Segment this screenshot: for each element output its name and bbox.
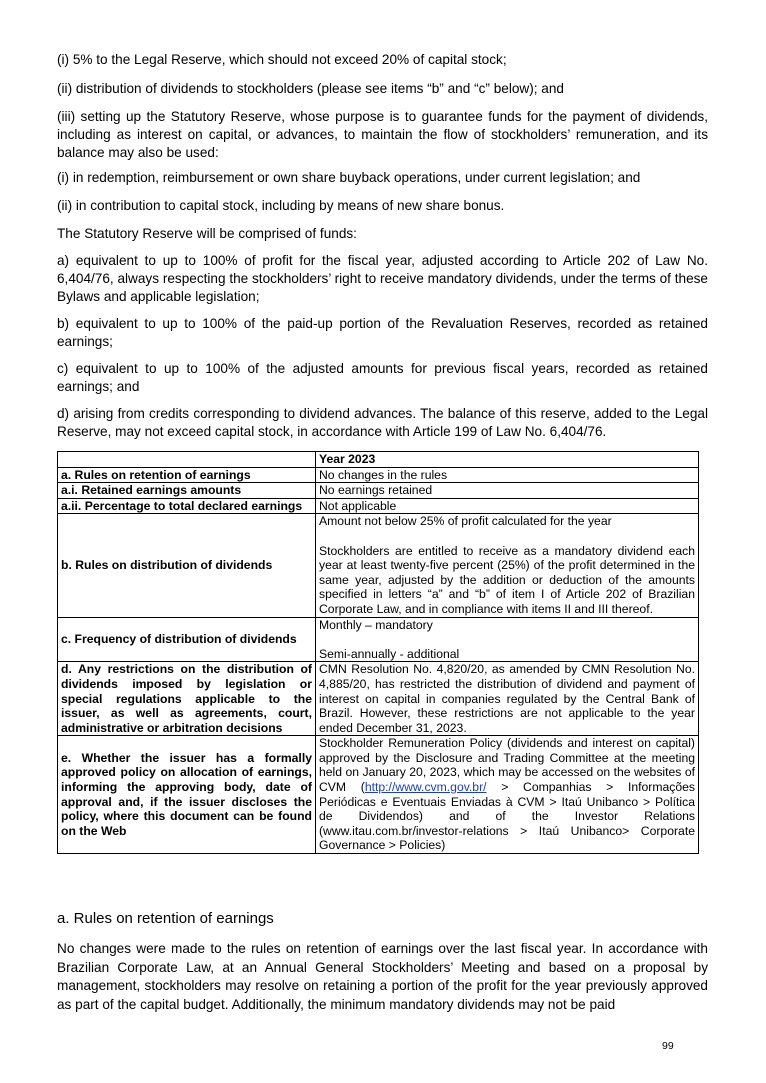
row-label: c. Frequency of distribution of dividends (58, 617, 316, 662)
row-value: No changes in the rules (316, 467, 699, 483)
dividend-rule-text: Stockholders are entitled to receive as a mandatory dividend each year at least twenty-five percent (25%) of the profit determined in the same year, adjusted by the addition or deduction of the amounts specified in letters “a” and “b” of item I of Article 202 of Brazilian Corporate Law, and in compliance with items II and III thereof. (319, 543, 695, 616)
row-value (316, 617, 699, 662)
row-label: d. Any restrictions on the distribution of dividends imposed by legislation or special regulations applicable to the issuer, as well as agreements, court, administrative or arbitration decisions (58, 662, 316, 736)
paragraph-item-d: d) arising from credits corresponding to dividend advances. The balance of this reserve, added to the Legal Reserve, may not exceed capital stock, in accordance with Article 199 of Law No. 6,404/76. (57, 406, 708, 439)
policy-text-start: Stockholder Remuneration Policy (dividends and interest on capital) approved by the Disclosure and Trading Committee at the meeting held on January 20, 2023, which may be accessed on the websites of CVM ( (319, 736, 695, 795)
row-value: CMN Resolution No. 4,820/20, as amended by CMN Resolution No. 4,885/20, has restricted the distribution of dividend and payment of interest on capital in companies regulated by the Central Bank of Brazil. However, these restrictions are not applicable to the year ended December 31, 2023. (316, 662, 699, 736)
table-row (58, 467, 699, 483)
row-value: No earnings retained (316, 483, 699, 499)
paragraph-item-b: b) equivalent to up to 100% of the paid-up portion of the Revaluation Reserves, recorded as retained earnings; (57, 316, 708, 349)
frequency-semiannual-text: Semi-annually - additional (319, 646, 460, 661)
row-label: a.i. Retained earnings amounts (58, 483, 316, 499)
section-heading: a. Rules on retention of earnings (57, 910, 274, 927)
table-row (58, 662, 699, 736)
policy-text-end: > Companhias > Informações Periódicas e Eventuais Enviadas à CVM > Itaú Unibanco > Política de Dividendos) and of the Investor Relations (www.itau.com.br/investor-relations > Itaú Unibanco> Corporate Governance > Policies) (319, 780, 696, 853)
earnings-policy-table (57, 451, 699, 854)
frequency-monthly-text: Monthly – mandatory (319, 617, 433, 632)
paragraph-contribution: (ii) in contribution to capital stock, including by means of new share bonus. (57, 198, 505, 213)
paragraph-distribution: (ii) distribution of dividends to stockholders (please see items “b” and “c” below); and (57, 81, 564, 96)
row-label: b. Rules on distribution of dividends (58, 514, 316, 617)
paragraph-statutory-funds: The Statutory Reserve will be comprised of funds: (57, 226, 357, 241)
cvm-website-link[interactable]: http://www.cvm.gov.br/ (364, 780, 487, 795)
table-header-year: Year 2023 (316, 452, 699, 468)
paragraph-item-c: c) equivalent to up to 100% of the adjusted amounts for previous fiscal years, recorded as retained earnings; and (57, 361, 708, 394)
dividend-minimum-text: Amount not below 25% of profit calculated for the year (319, 514, 612, 529)
table-row (58, 617, 699, 662)
page-number: 99 (662, 1040, 674, 1052)
row-value (316, 514, 699, 617)
paragraph-item-a: a) equivalent to up to 100% of profit for the fiscal year, adjusted according to Article 202 of Law No. 6,404/76, always respecting the stockholders’ right to receive mandatory dividends, under the terms of these Bylaws and applicable legislation; (57, 253, 708, 304)
paragraph-redemption: (i) in redemption, reimbursement or own share buyback operations, under current legislation; and (57, 170, 641, 185)
table-header-empty (58, 452, 316, 468)
row-label: a. Rules on retention of earnings (58, 467, 316, 483)
table-row (58, 498, 699, 514)
paragraph-legal-reserve: (i) 5% to the Legal Reserve, which should not exceed 20% of capital stock; (57, 52, 507, 67)
row-label: e. Whether the issuer has a formally approved policy on allocation of earnings, informing the approving body, date of approval and, if the issuer discloses the policy, where this document can be found on the Web (58, 736, 316, 854)
table-row (58, 514, 699, 617)
paragraph-statutory-reserve: (iii) setting up the Statutory Reserve, whose purpose is to guarantee funds for the payment of dividends, including as interest on capital, or advances, to maintain the flow of stockholders’ remuneration, and its balance may also be used: (57, 109, 708, 160)
closing-paragraph: No changes were made to the rules on retention of earnings over the last fiscal year. In accordance with Brazilian Corporate Law, at an Annual General Stockholders’ Meeting and based on a proposal by management, stockholders may resolve on retaining a portion of the profit for the year previously approved as part of the capital budget. Additionally, the minimum mandatory dividends may not be paid (57, 941, 708, 1012)
table-row (58, 483, 699, 499)
row-value: Not applicable (316, 498, 699, 514)
table-row (58, 736, 699, 854)
row-value (316, 736, 699, 854)
row-label: a.ii. Percentage to total declared earnings (58, 498, 316, 514)
table-header-row (58, 452, 699, 468)
